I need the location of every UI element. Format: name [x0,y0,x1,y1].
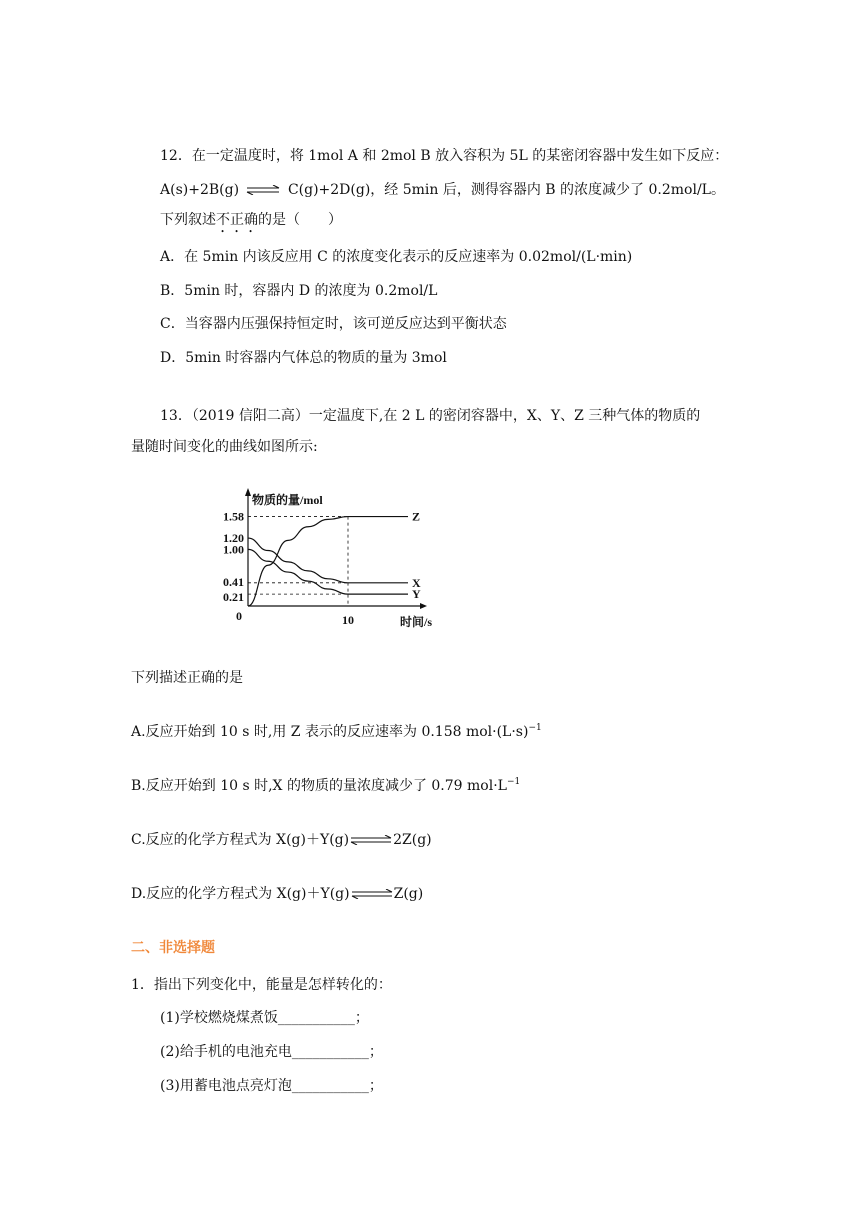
series-label-x: X [412,575,421,590]
x-tick-label: 0 [236,609,242,623]
q12-eq-left: A(s)+2B(g) [160,182,240,198]
s2-q1: 1．指出下列变化中，能量是怎样转化的： [131,977,392,993]
x-axis-arrow-icon [420,603,427,609]
q12-equation-line [160,180,725,200]
q13-option-d-left: D.反应的化学方程式为 X(g)＋Y(g) [131,886,350,902]
series-line-z [248,517,408,606]
reversible-arrow-icon [245,185,281,195]
q12-stem-b: 的是（ ） [258,212,342,228]
q13-option-c [131,830,432,850]
q13-option-b-text: B.反应开始到 10 s 时,X 的物质的量浓度减少了 0.79 mol·L [131,778,507,794]
y-tick-label: 0.21 [223,590,244,605]
q13-option-b-sup: −1 [506,777,521,787]
y-tick-label: 1.00 [223,542,244,557]
q13-option-a [131,722,542,742]
q13-line2: 量随时间变化的曲线如图所示: [131,439,318,455]
series-line-y [248,549,408,594]
y-tick-label: 1.20 [223,531,244,546]
q12-eq-right: C(g)+2D(g)，经 5min 后，测得容器内 B 的浓度减少了 0.2mol/L。 [287,182,725,198]
q13-option-a-text: A.反应开始到 10 s 时,用 Z 表示的反应速率为 0.158 mol·(L·s) [131,724,529,740]
s2-item-1: (1)学校燃烧煤煮饭___________； [160,1010,369,1026]
q13-option-c-left: C.反应的化学方程式为 X(g)＋Y(g) [131,832,350,848]
section-heading: 二、非选择题 [131,940,215,956]
q12-stem [160,210,342,236]
q12-option-a: A．在 5min 内该反应用 C 的浓度变化表示的反应速率为 0.02mol/(L·min) [160,249,633,265]
s2-item-2: (2)给手机的电池充电___________； [160,1044,383,1060]
series-label-z: Z [412,509,421,524]
q12-option-c: C．当容器内压强保持恒定时，该可逆反应达到平衡状态 [160,316,507,332]
series-label-y: Y [412,587,421,602]
y-axis-arrow-icon [245,488,251,496]
y-axis-label: 物质的量/mol [252,493,323,507]
y-tick-label: 1.58 [223,509,244,524]
q13-option-c-right: 2Z(g) [393,832,432,848]
y-tick-label: 0.41 [223,574,244,589]
q13-option-d [131,884,423,904]
x-tick-label: 10 [342,613,354,627]
q13-ask: 下列描述正确的是 [131,670,243,686]
q13-option-a-sup: −1 [528,723,542,733]
q12-line1: 12．在一定温度时，将 1mol A 和 2mol B 放入容积为 5L 的某密闭容器中发生如下反应： [160,148,729,164]
q13-option-b [131,776,520,796]
q12-option-b: B．5min 时，容器内 D 的浓度为 0.2mol/L [160,283,438,299]
q12-stem-a: 下列叙述 [160,212,216,228]
reversible-arrow-icon [351,889,393,899]
s2-item-3: (3)用蓄电池点亮灯泡___________； [160,1078,383,1094]
q13-line1: 13．（2019 信阳二高）一定温度下,在 2 L 的密闭容器中，X、Y、Z 三种气体的物质的 [160,408,701,424]
q13-option-d-right: Z(g) [393,886,424,902]
q13-chart [200,486,460,636]
series-line-x [248,538,408,583]
reversible-arrow-icon [350,835,392,845]
q12-option-d: D．5min 时容器内气体总的物质的量为 3mol [160,350,447,366]
x-axis-label: 时间/s [400,615,433,629]
q12-stem-emphasis: 不正确 [216,212,258,228]
